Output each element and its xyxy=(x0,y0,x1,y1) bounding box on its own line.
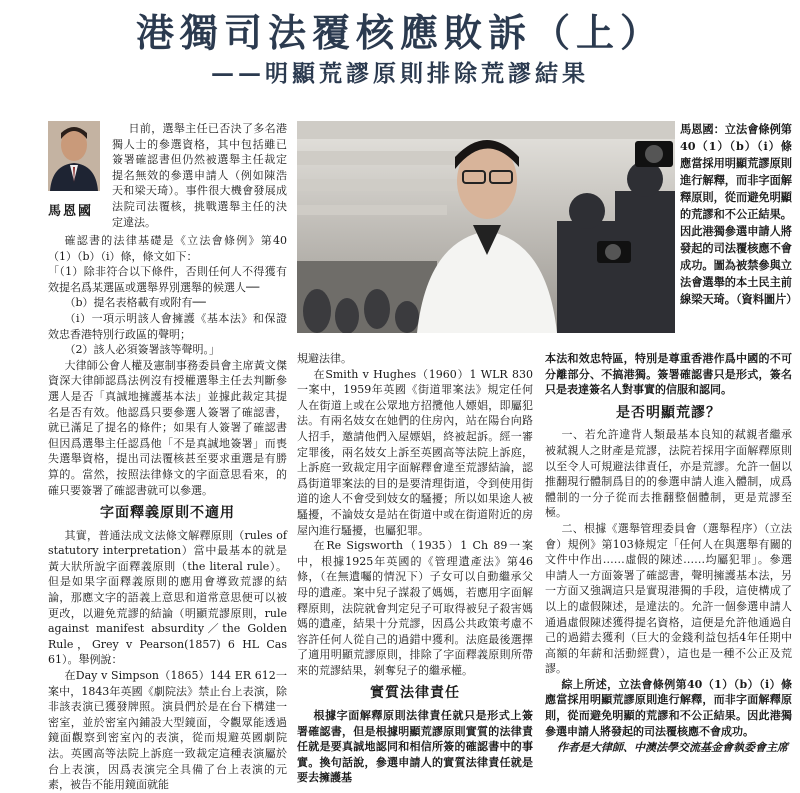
statute-quote: （i）一項示明該人會擁護《基本法》和保證效忠香港特別行政區的聲明； xyxy=(48,311,287,341)
statute-quote: 「（1）除非符合以下條件，否則任何人不得獲有效提名爲某選區或選舉界別選舉的候選人── xyxy=(48,265,287,294)
paragraph: 規避法律。 xyxy=(297,352,352,365)
author-byline: 作者是大律師、中澳法學交流基金會執委會主席 xyxy=(557,741,788,754)
intro-paragraph: 日前，選舉主任已否決了多名港獨人士的參選資格，其中包括雖已簽署確認書但仍然被選舉主任裁定提名無效的參選申請人（例如陳浩天和梁天琦）。事件很大機會發展成法院司法覆核，挑戰選舉主任的決定違法。 xyxy=(112,122,287,229)
photo-caption: 馬恩國：立法會條例第40（1）（b）（i）條應當採用明顯荒謬原則進行解釋，而非字面解釋原則，從而避免明顯的荒謬和不公正結果。因此港獨參選申請人將發起的司法覆核應不會成功。圖為被禁參與立法會選舉的本土民主前線梁天琦。（資料圖片） xyxy=(680,122,798,306)
section-heading: 是否明顯荒謬？ xyxy=(616,404,721,421)
paragraph: 在Re Sigsworth（1935）1 Ch 89一案中，根據1925年英國的《管理遺產法》第46條，（在無遺囑的情況下）子女可以自動繼承父母的遺產。案中兒子謀殺了媽媽，若應用字面解釋原則，法院就會判定兒子可取得被兒子殺害媽媽的遺產，結果十分荒謬，因爲公共政策考慮不容許任何人從自己的過錯中獲利。法庭最後選擇了適用明顯荒謬原則，排除了字面釋義原則所帶來的荒謬結果，剝奪兒子的繼承權。 xyxy=(297,539,533,677)
paragraph: 確認書的法律基礎是《立法會條例》第40（1）（b）（i）條，條文如下： xyxy=(48,234,287,263)
news-photo xyxy=(297,121,675,333)
paragraph: 一、若允許違背人類最基本良知的弒親者繼承被弒親人之財產是荒謬，法院若採用字面解釋原則以至令人可規避法律責任，亦是荒謬。允許一個以推翻現行體制爲目的的參選申請人進入體制，成爲體制的一分子從而去推翻整個體制，更是荒謬至極。 xyxy=(545,428,792,520)
news-photo-image xyxy=(297,121,675,333)
paragraph: 根據字面解釋原則法律責任就只是形式上簽署確認書，但是根據明顯荒謬原則實質的法律責任就是要真誠地認同和相信所簽的確認書中的事實。換句話說，參選申請人的實質法律責任就是要去擁護基 xyxy=(297,709,533,785)
paragraph: 大律師公會人權及憲制事務委員會主席黃文傑資深大律師認爲法例沒有授權選舉主任去判斷參選人是否「真誠地擁護基本法」並據此裁定其提名是否有效。他認爲只要參選人簽署了確認書，就已滿足了提名的條件；如果有人簽署了確認書但因爲選舉主任認爲他「不是真誠地簽署」而喪失選舉資格，提出司法覆核甚至要求重選是有勝算的。當然，按照法律條文的字面意思看來，的確只要簽署了確認書就可以參選。 xyxy=(48,358,287,497)
section-heading: 字面釋義原則不適用 xyxy=(100,505,235,522)
statute-quote: （2）該人必須簽署該等聲明。」 xyxy=(64,343,220,357)
article-column-3 xyxy=(545,351,792,739)
paragraph: 在Smith v Hughes（1960）1 WLR 830一案中，1959年英國《街道罪案法》規定任何人在街道上或在公眾地方招攬他人嫖娼，即屬犯法。有兩名妓女在她們的住房內，站在陽台向路人招手，邀請他們入屋嫖娼，終被起訴。經一審定罪後，兩名妓女上訴至英國高等法院上訴庭，上訴庭一致裁定用字面解釋會違至荒謬結論，認爲街道罪案法的目的是要清理街道，令到使用街道的途人不會受到妓女的騷擾；所以如果途人被騷擾，不論妓女是站在街道中或在街道附近的房屋內進行騷擾，也屬犯罪。 xyxy=(297,367,533,537)
paragraph: 本法和效忠特區，特別是尊重香港作爲中國的不可分離部分、不搞港獨。簽署確認書只是形式，簽名只是表達簽名人對事實的信服和認同。 xyxy=(545,352,792,397)
author-portrait xyxy=(48,121,100,191)
subheadline: ——明顯荒謬原則排除荒謬結果 xyxy=(211,60,589,87)
headline: 港獨司法覆核應敗訴（上） xyxy=(135,10,664,55)
paragraph: 在Day v Simpson（1865）144 ER 612一案中，1843年英國《劇院法》禁止台上表演，除非該表演已獲發牌照。演員們於是在台下構建一密室，並於密室內鋪設大型鏡面，令觀眾能透過鏡面觀察到密室內的表演，從而規避英國劇院法。英國高等法院上訴庭一致裁定這種表演屬於台上表演，因爲表演完全具備了台上表演的元素，被告不能用鏡面就能 xyxy=(48,669,287,792)
paragraph: 其實，普通法成文法條文解釋原則（rules of statutory interpretation）當中最基本的就是黃大狀所說字面釋義原則（the literal rule）。但是如果字面釋義原則的應用會導致荒謬的結論，那應文字的語義上意思和道常意思便可以被更改，以避免荒謬的結論（明顯荒謬原則，rule against manifest absurdity／the Golden Rule，Grey v Pearson(1857) 6 HL Cas 61）。舉例說： xyxy=(48,528,287,667)
article-intro xyxy=(112,121,287,230)
statute-quote: （b）提名表格載有或附有── xyxy=(64,296,206,310)
section-heading: 實質法律責任 xyxy=(370,685,460,702)
author-name: 馬恩國 xyxy=(48,204,94,219)
author-portrait-image xyxy=(48,121,100,191)
conclusion-paragraph: 綜上所述，立法會條例第40（1）（b）（i）條應當採用明顯荒謬原則進行解釋，而非字面解釋原則，從而避免明顯的荒謬和不公正結果。因此港獨參選申請人將發起的司法覆核應不會成功。 xyxy=(545,677,792,738)
article-column-1 xyxy=(48,233,287,793)
paragraph: 二、根據《選舉管理委員會（選舉程序）（立法會）規例》第103條規定「任何人在與選舉有關的文件中作出……虛假的陳述……均屬犯罪」。參選申請人一方面簽署了確認書，聲明擁護基本法，另一方面又強調這只是實現港獨的手段，這使構成了以上的虛假陳述，是違法的。允許一個參選申請人通過虛假陳述獲得提名資格，這便是允許他通過自己的過錯去獲利（巨大的金錢利益包括4年任期中高額的年薪和活動經費），這也是一種不公正及荒謬。 xyxy=(545,521,792,676)
article-column-2 xyxy=(297,351,533,786)
